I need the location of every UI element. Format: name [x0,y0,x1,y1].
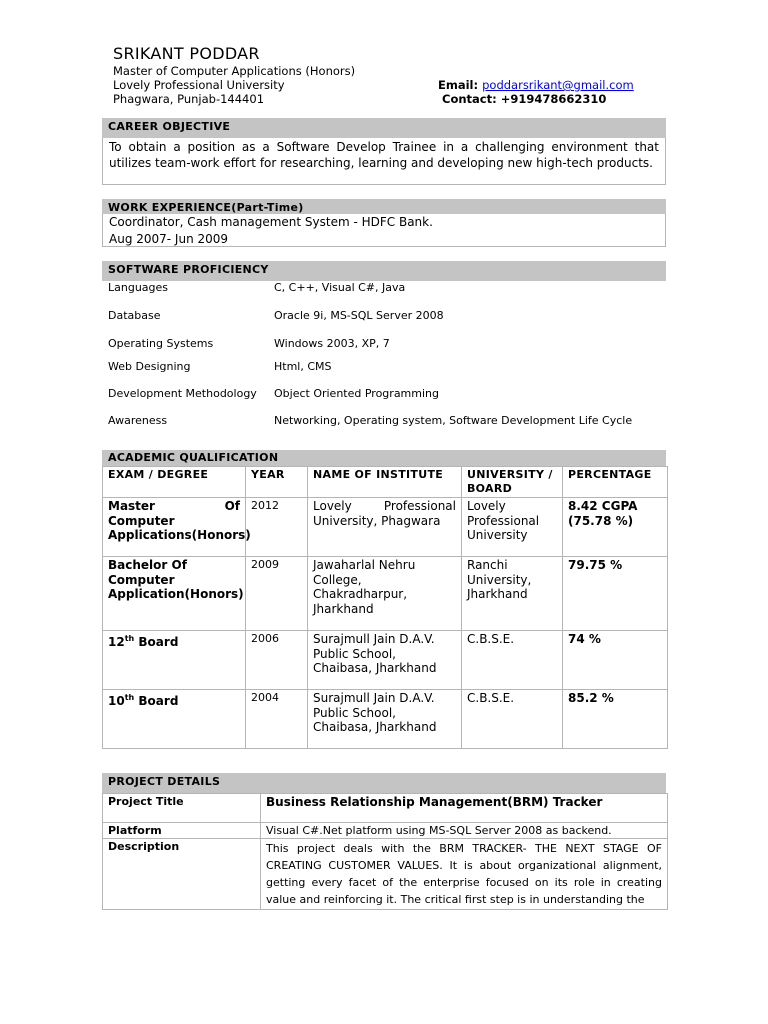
academic-qualification-heading: ACADEMIC QUALIFICATION [102,450,666,467]
software-value: Oracle 9i, MS-SQL Server 2008 [274,309,444,322]
exam-cell: 12th Board [103,631,246,690]
table-row [103,690,668,749]
board-cell: Lovely Professional University [462,498,563,557]
institute-cell: Surajmull Jain D.A.V. Public School, Chaibasa, Jharkhand [308,690,462,749]
software-value: Windows 2003, XP, 7 [274,337,390,350]
column-header: NAME OF INSTITUTE [308,467,462,498]
exam-cell: Bachelor Of Computer Application(Honors) [103,557,246,631]
year-cell: 2009 [246,557,308,631]
software-label: Development Methodology [108,387,257,400]
institute-cell: Jawaharlal Nehru College, Chakradharpur, Jharkhand [308,557,462,631]
platform-label: Platform [103,823,261,839]
description-value: This project deals with the BRM TRACKER- THE NEXT STAGE OF CREATING CUSTOMER VALUES. It is about organizational alignment, getting every facet of the enterprise focused on its role in creating value and reinforcing it. The critical first step is in understanding the [261,839,668,910]
degree-line: Master of Computer Applications (Honors) [113,64,356,78]
software-value: C, C++, Visual C#, Java [274,281,406,294]
location-line: Phagwara, Punjab-144401 [113,92,265,106]
year-cell: 2012 [246,498,308,557]
contact-label: Contact: [442,92,497,106]
column-header: UNIVERSITY / BOARD [462,467,563,498]
description-label: Description [103,839,261,910]
institute-cell: Surajmull Jain D.A.V. Public School, Chaibasa, Jharkhand [308,631,462,690]
email-label: Email: [438,78,479,92]
table-row [103,823,668,839]
year-cell: 2006 [246,631,308,690]
table-row [103,839,668,910]
table-header-row [103,467,668,498]
table-row [103,498,668,557]
email-link[interactable]: poddarsrikant@gmail.com [482,78,634,92]
email-line [438,78,634,92]
table-row [103,794,668,823]
career-objective-box [102,138,666,185]
percentage-cell: 79.75 % [563,557,668,631]
software-label: Languages [108,281,169,294]
career-objective-text: To obtain a position as a Software Develop Trainee in a challenging environment that utilizes team-work effort for researching, learning and developing new high-tech products. [109,140,659,170]
career-objective-heading: CAREER OBJECTIVE [102,118,666,138]
percentage-cell: 74 % [563,631,668,690]
software-proficiency-heading: SOFTWARE PROFICIENCY [102,261,666,281]
board-cell: C.B.S.E. [462,690,563,749]
project-title: Business Relationship Management(BRM) Tracker [261,794,668,823]
work-period: Aug 2007- Jun 2009 [109,232,229,246]
project-table [102,793,668,910]
exam-cell: 10th Board [103,690,246,749]
work-experience-heading: WORK EXPERIENCE(Part-Time) [102,199,666,219]
board-cell: C.B.S.E. [462,631,563,690]
year-cell: 2004 [246,690,308,749]
percentage-cell: 8.42 CGPA (75.78 %) [563,498,668,557]
software-value: Object Oriented Programming [274,387,439,400]
column-header: PERCENTAGE [563,467,668,498]
table-row [103,631,668,690]
software-value: Networking, Operating system, Software Development Life Cycle [274,414,633,427]
academic-table [102,466,668,749]
software-label: Operating Systems [108,337,214,350]
work-role: Coordinator, Cash management System - HDFC Bank. [109,215,433,229]
institute-cell: Lovely Professional University, Phagwara [308,498,462,557]
table-row [103,557,668,631]
column-header: YEAR [246,467,308,498]
contact-number: +919478662310 [500,92,607,106]
project-details-heading: PROJECT DETAILS [102,773,666,793]
contact-line [442,92,606,106]
software-label: Database [108,309,161,322]
board-cell: Ranchi University, Jharkhand [462,557,563,631]
work-experience-box [102,214,666,247]
platform-value: Visual C#.Net platform using MS-SQL Server 2008 as backend. [261,823,668,839]
project-title-label: Project Title [103,794,261,823]
percentage-cell: 85.2 % [563,690,668,749]
exam-cell: Master Of Computer Applications(Honors) [103,498,246,557]
candidate-name: SRIKANT PODDAR [113,44,260,63]
software-label: Web Designing [108,360,191,373]
software-label: Awareness [108,414,168,427]
university-line: Lovely Professional University [113,78,285,92]
column-header: EXAM / DEGREE [103,467,246,498]
software-value: Html, CMS [274,360,332,373]
